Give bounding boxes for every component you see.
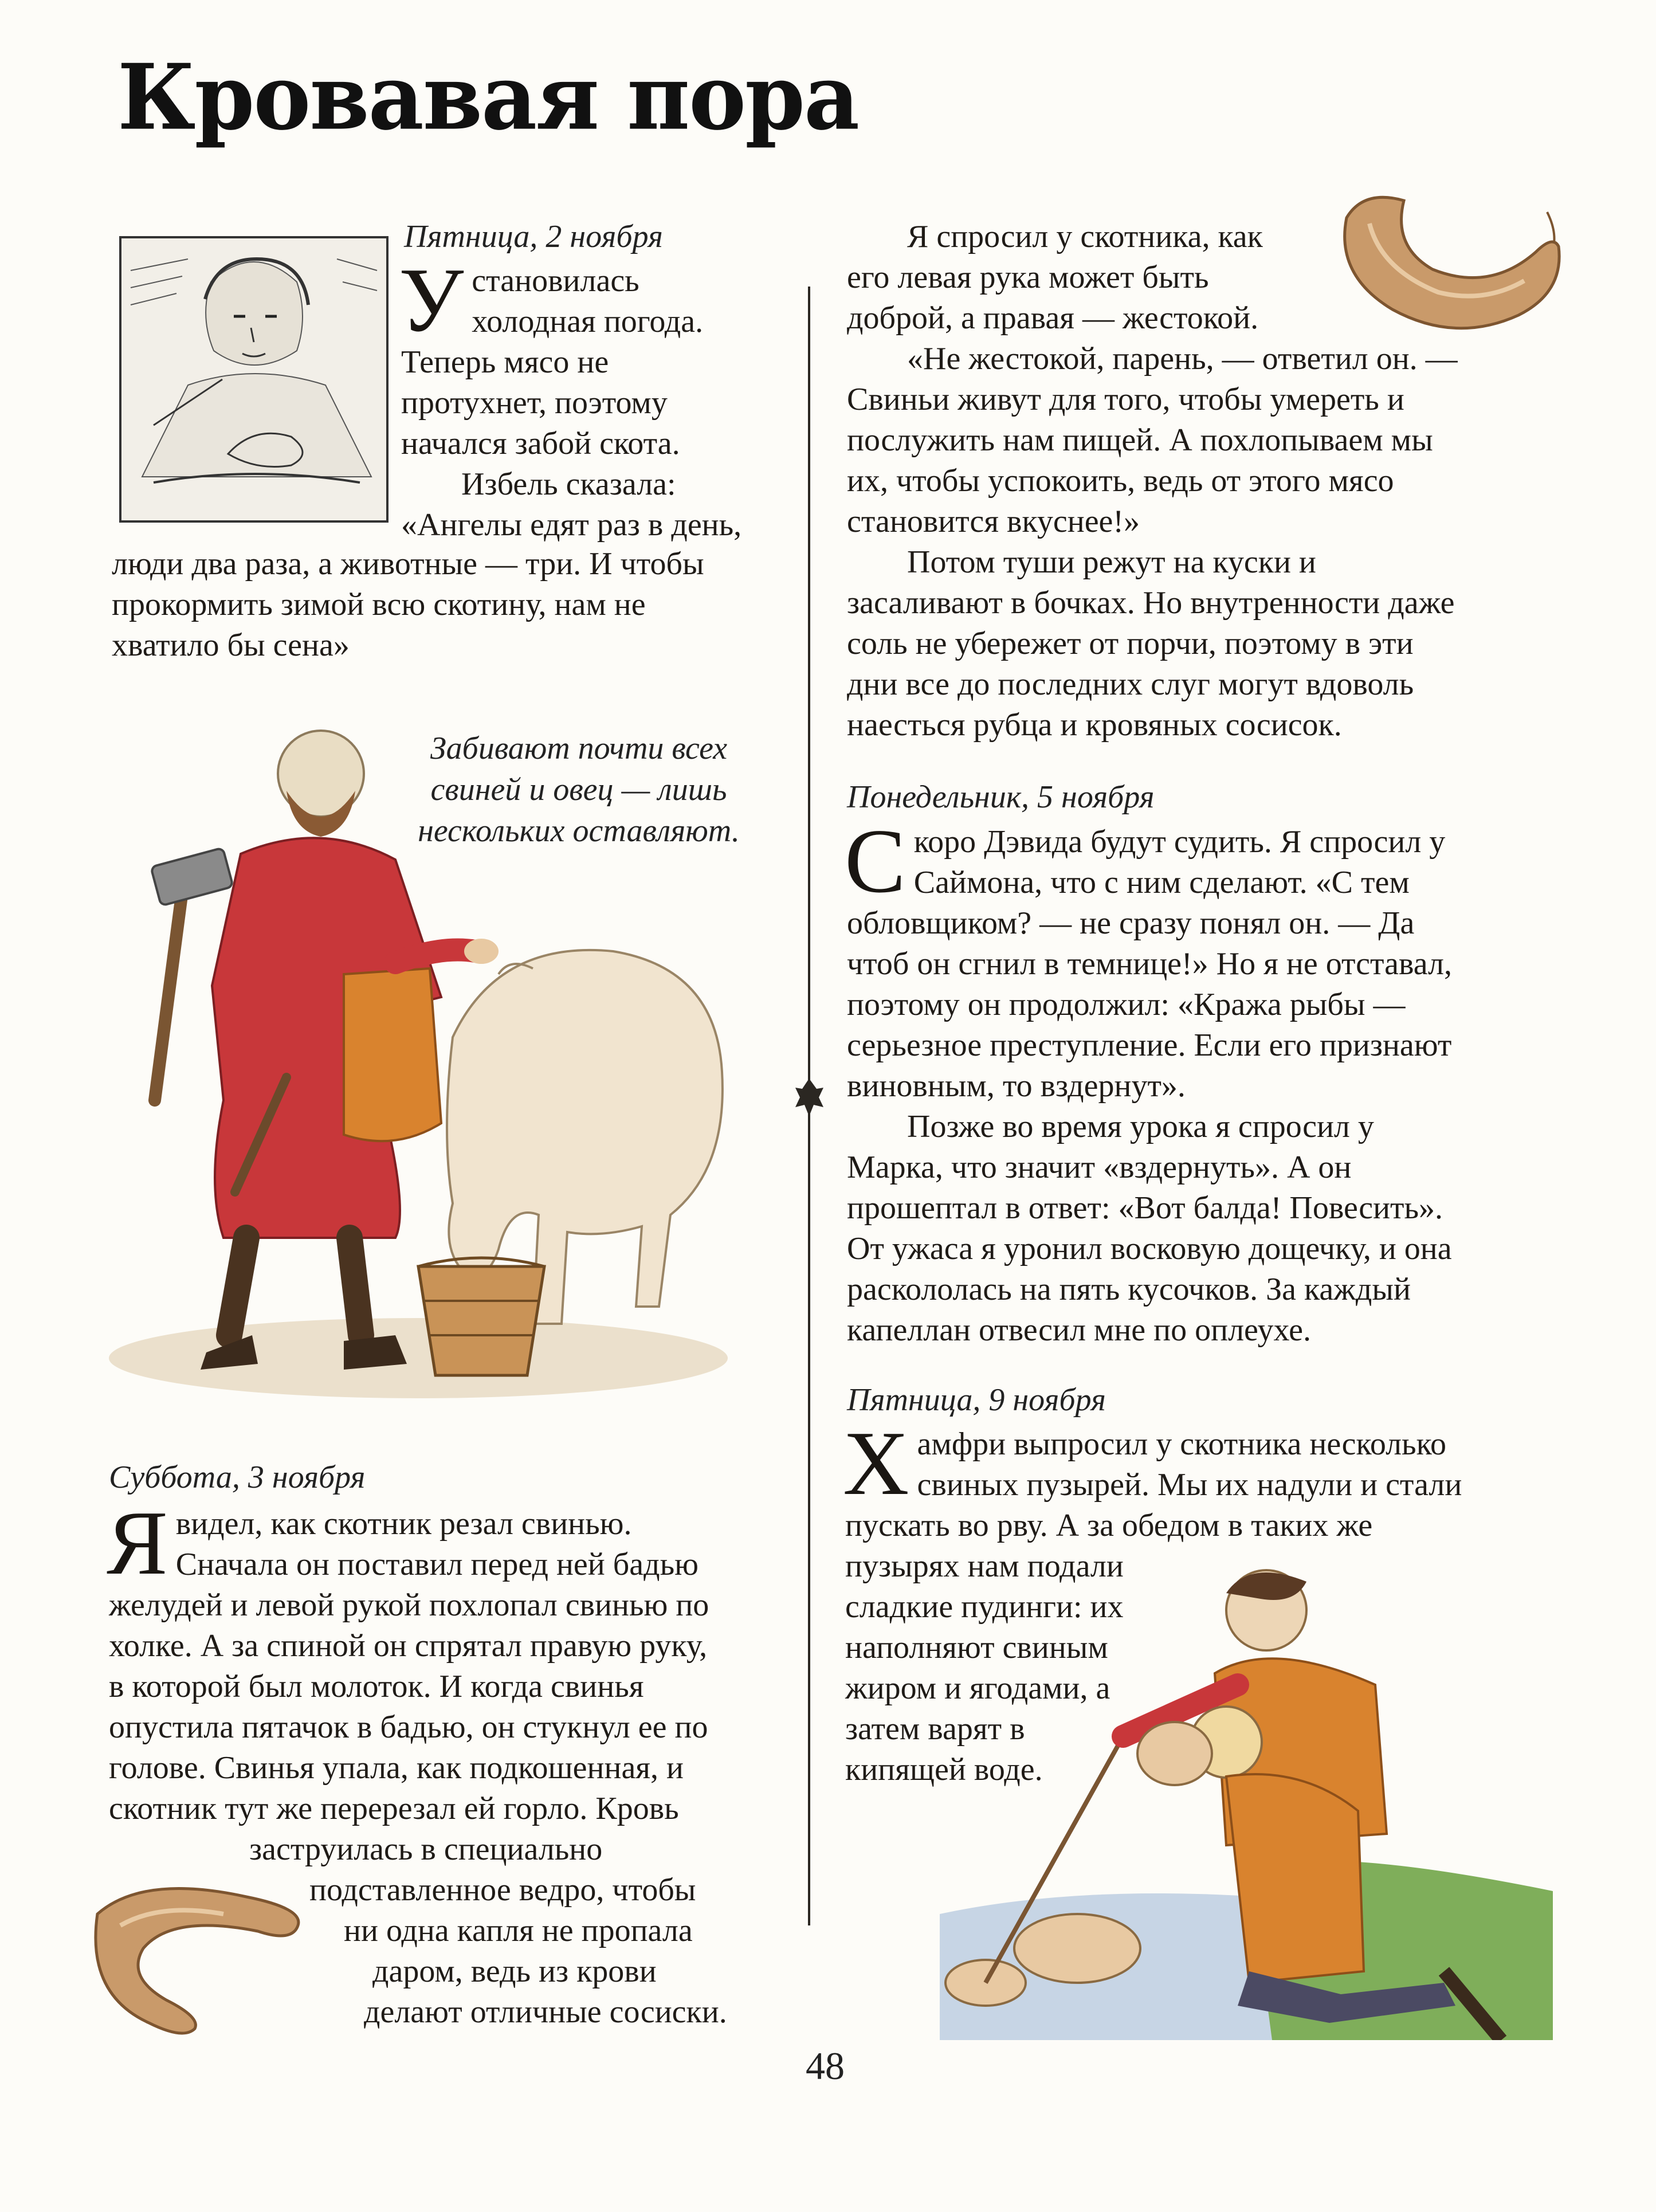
entry-fri2-text-top: У становилась холодная погода. Теперь мясо не протухнет, поэтому начался забой скота. Избель сказала: «Ангелы едят раз в день, xyxy=(399,249,742,543)
drop-cap: Я xyxy=(107,1492,168,1594)
sausage-illustration-bottom xyxy=(74,1862,315,2040)
boy-sketch-illustration xyxy=(119,236,389,523)
page-title: Кровавая пора xyxy=(117,44,859,151)
entry-date: Пятница, 2 ноября xyxy=(404,219,663,254)
entry-fri9 xyxy=(847,1381,1363,1419)
illustration-caption: Забивают почти всех свиней и овец — лишь нескольких оставляют. xyxy=(418,731,740,849)
entry-sat3 xyxy=(109,1458,625,1496)
drop-cap: С xyxy=(845,810,906,912)
entry-fri9-text: Х амфри выпросил у скотника несколько свиных пузырей. Мы их надули и стали пускать во рву. А за обедом в таких же пузырях нам подали сладкие пудинги: их наполняют свиным жиром и ягодами, а затем варят в кипящей воде. xyxy=(843,1412,1462,1787)
entry-continued-text: Я спросил у скотника, как его левая рука может быть доброй, а правая — жестокой. «Не жестокой, парень, — ответил он. — Свиньи живут для того, чтобы умереть и послужить нам пищей. А похлопываем мы их, чтобы успокоить, ведь от этого мясо становится вкуснее!» Потом туши режут на куски и засаливают в бочках. Но внутренности даже соль не убережет от порчи, поэтому в эти дни все до последних слуг могут вдоволь наесться рубца и кровяных сосисок. xyxy=(847,219,1458,743)
entry-fri2-text-bottom: люди два раза, а животные — три. И чтобы прокормить зимой всю скотину, нам не хватило бы сена» xyxy=(112,546,704,663)
entry-mon5-text: С коро Дэвида будут судить. Я спросил у Саймона, что с ним сделают. «С тем обловщиком? — не сразу понял он. — Да чтоб он сгнил в темнице!» Но я не отставал, поэтому он продолжил: «Кража рыбы — серьезное преступление. Если его признают виновным, то вздернут». Позже во время урока я спросил у Марка, что значит «вздернуть». А он прошептал в ответ: «Вот балда! Повесить». От ужаса я уронил восковую дощечку, и она раскололась на пять кусочков. За каждый капеллан отвесил мне по оплеухе. xyxy=(845,810,1452,1348)
butcher-with-pig-illustration xyxy=(97,699,756,1410)
boys-with-bladders-illustration xyxy=(928,1547,1559,2040)
entry-date: Понедельник, 5 ноября xyxy=(847,779,1155,815)
drop-cap: Х xyxy=(843,1412,909,1514)
page-number: 48 xyxy=(806,2044,845,2088)
entry-mon5 xyxy=(847,778,1363,816)
entry-date: Суббота, 3 ноября xyxy=(109,1460,366,1495)
drop-cap: У xyxy=(399,249,464,351)
entry-sat3-text: Я видел, как скотник резал свинью. Сначала он поставил перед ней бадью желудей и левой рукой похлопал свинью по холке. А за спиной он спрятал правую руку, в которой был молоток. И когда свинья опустила пятачок в бадью, он стукнул ее по голове. Свинья упала, как подкошенная, и скотник тут же перерезал ей горло. Кровь заструилась в специально подставленное ведро, чтобы ни одна капля не пропала даром, ведь из крови делают отличные сосиски. xyxy=(107,1492,727,2030)
ornament-icon xyxy=(794,1077,825,1117)
entry-date: Пятница, 9 ноября xyxy=(847,1382,1106,1418)
